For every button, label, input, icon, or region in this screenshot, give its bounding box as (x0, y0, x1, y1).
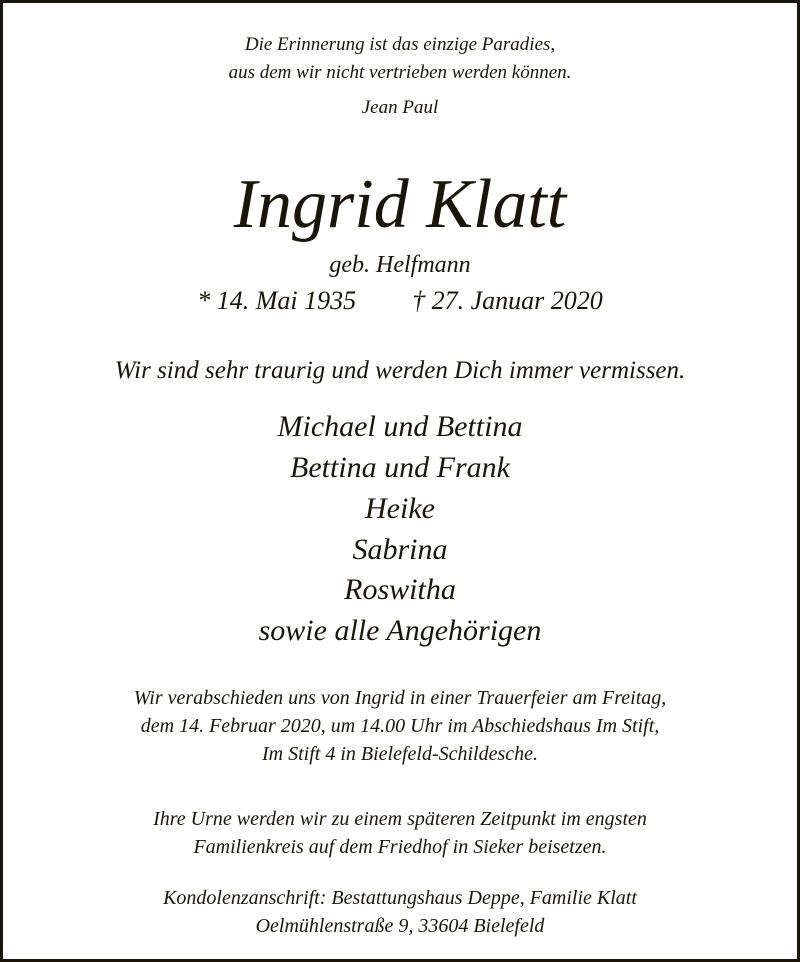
burial-line: Familienkreis auf dem Friedhof in Sieker beisetzen. (193, 836, 607, 858)
mourner: Roswitha (344, 573, 456, 606)
condolence-line: Oelmühlenstraße 9, 33604 Bielefeld (255, 915, 545, 937)
quote-author: Jean Paul (361, 97, 439, 118)
burial-line: Ihre Urne werden wir zu einem späteren Zeitpunkt im engsten (153, 808, 647, 830)
mourner: Sabrina (352, 533, 448, 566)
mourner: sowie alle Angehörigen (258, 614, 542, 647)
mourner: Heike (365, 492, 435, 525)
ceremony-line: Im Stift 4 in Bielefeld-Schildesche. (261, 743, 539, 765)
maiden-name: geb. Helfmann (329, 252, 471, 278)
deceased-name: Ingrid Klatt (233, 166, 567, 243)
ceremony-line: dem 14. Februar 2020, um 14.00 Uhr im Abschiedshaus Im Stift, (140, 715, 660, 737)
condolence-line: Kondolenzanschrift: Bestattungshaus Deppe, Familie Klatt (163, 887, 637, 909)
mourner: Michael und Bettina (277, 410, 523, 443)
ceremony-line: Wir verabschieden uns von Ingrid in einer Trauerfeier am Freitag, (133, 687, 667, 709)
quote-line: aus dem wir nicht vertrieben werden können. (228, 62, 572, 83)
life-dates (3, 285, 797, 317)
quote-line: Die Erinnerung ist das einzige Paradies, (244, 34, 556, 55)
death-date: † 27. Januar 2020 (412, 286, 603, 315)
mourner: Bettina und Frank (290, 451, 510, 484)
birth-date: * 14. Mai 1935 (197, 286, 357, 315)
mourning-message: Wir sind sehr traurig und werden Dich immer vermissen. (114, 357, 686, 384)
